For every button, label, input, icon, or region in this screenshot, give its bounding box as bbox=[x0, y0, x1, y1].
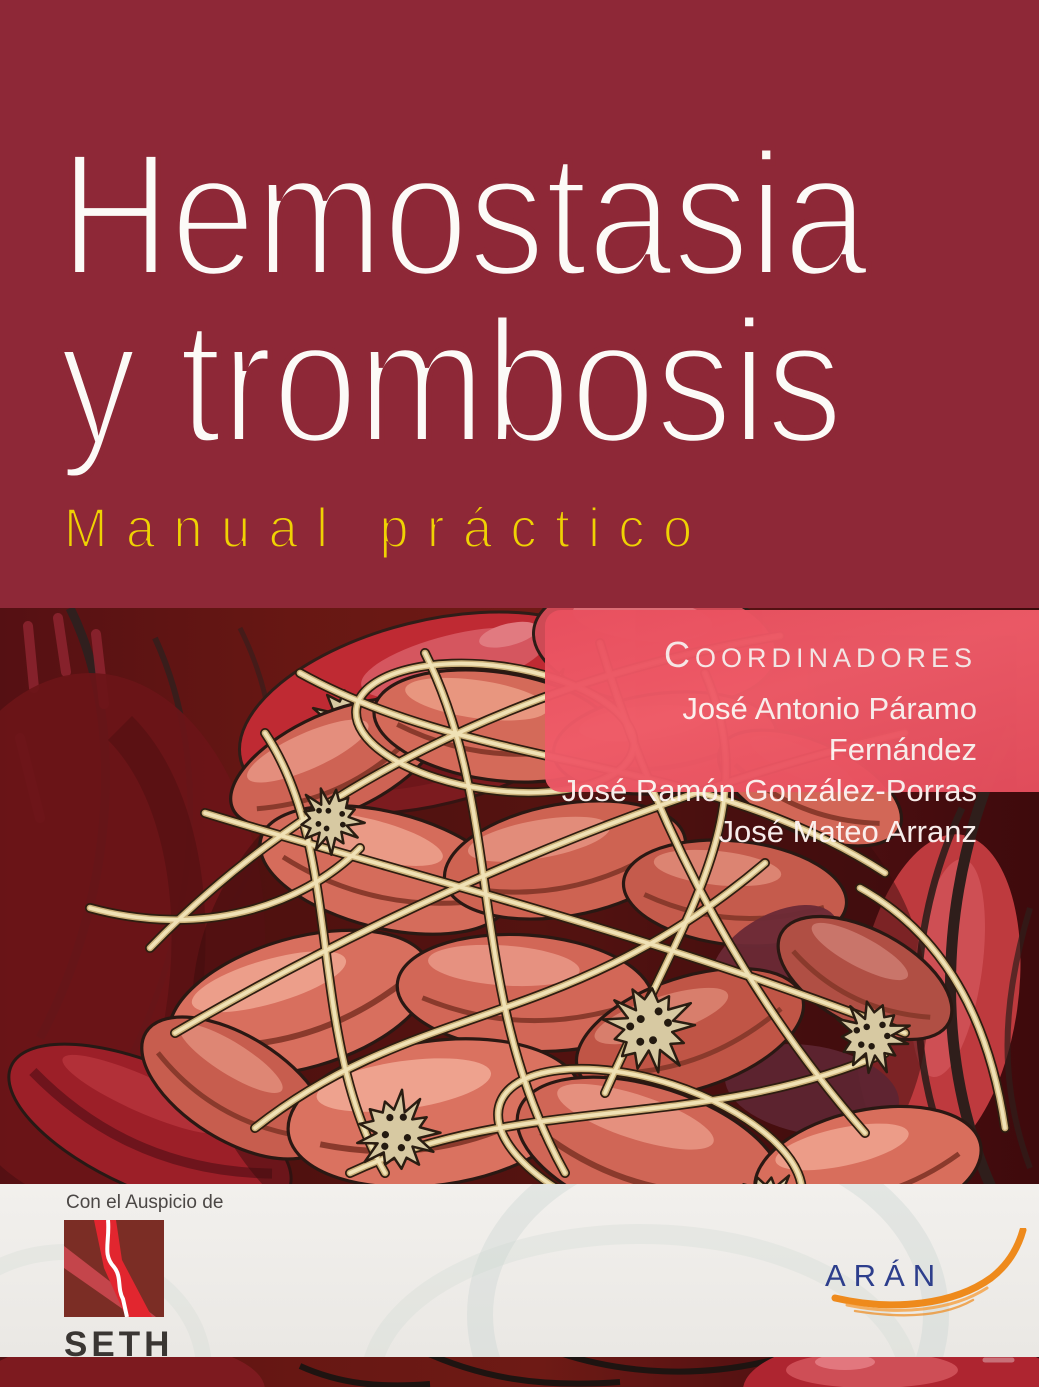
coordinator-name: José Mateo Arranz bbox=[718, 814, 977, 849]
seth-logo-icon bbox=[64, 1220, 164, 1317]
coordinator-name: José Ramón González-Porras bbox=[561, 773, 977, 808]
title-line-2: y trombosis bbox=[60, 284, 843, 480]
aran-logo-icon bbox=[795, 1228, 1035, 1338]
aran-logo-text: ARÁN bbox=[825, 1258, 944, 1293]
coordinators-list bbox=[545, 688, 977, 852]
coordinator-name: José Antonio Páramo Fernández bbox=[682, 691, 977, 767]
title-line-1: Hemostasia bbox=[60, 117, 869, 313]
seth-logo-text: SETH bbox=[64, 1325, 174, 1357]
coordinators-heading: COORDINADORES bbox=[663, 634, 977, 675]
coordinators-panel bbox=[545, 610, 1039, 849]
sponsor-block bbox=[64, 1192, 223, 1357]
sponsor-caption: Con el Auspicio de bbox=[66, 1192, 224, 1213]
book-subtitle: Manual práctico bbox=[64, 496, 711, 559]
footer-band bbox=[0, 1184, 1039, 1357]
book-title bbox=[60, 117, 869, 480]
